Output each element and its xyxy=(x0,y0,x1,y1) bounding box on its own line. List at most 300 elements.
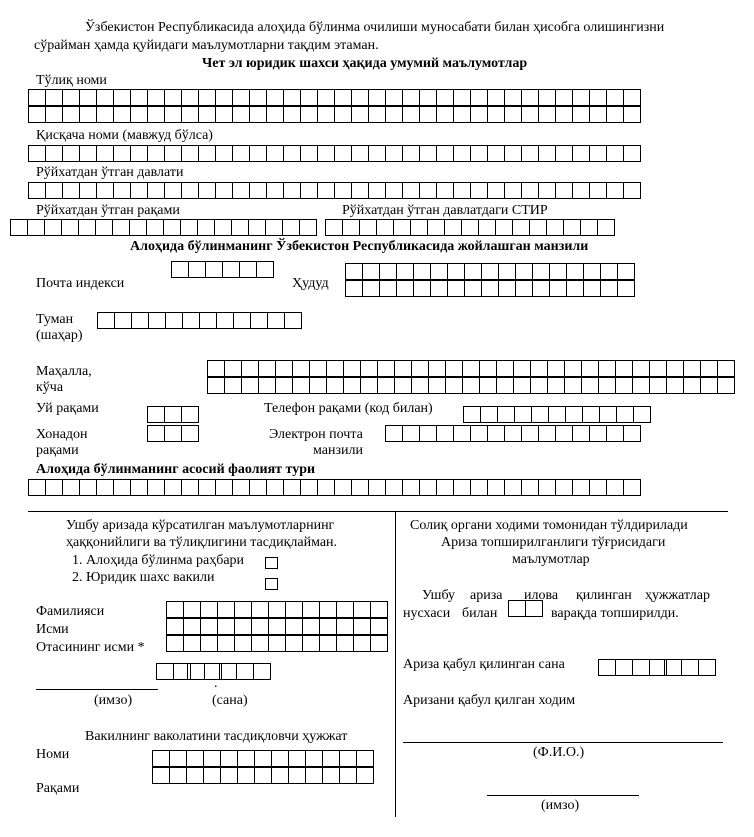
grid-cell[interactable] xyxy=(522,425,539,442)
grid-cell[interactable] xyxy=(303,601,320,618)
grid-cell[interactable] xyxy=(584,263,601,280)
grid-cell[interactable] xyxy=(378,360,395,377)
grid-cell[interactable] xyxy=(480,360,497,377)
reg-tin-grid[interactable] xyxy=(325,219,615,236)
grid-cell[interactable] xyxy=(531,377,548,394)
grid-cell[interactable] xyxy=(320,618,337,635)
grid-cell[interactable] xyxy=(556,479,573,496)
grid-cell[interactable] xyxy=(252,635,269,652)
grid-cell[interactable] xyxy=(62,219,79,236)
grid-cell[interactable] xyxy=(566,406,583,423)
grid-cell[interactable] xyxy=(286,635,303,652)
grid-cell[interactable] xyxy=(303,635,320,652)
grid-cell[interactable] xyxy=(97,479,114,496)
grid-cell[interactable] xyxy=(667,377,684,394)
grid-cell[interactable] xyxy=(238,750,255,767)
grid-cell[interactable] xyxy=(235,601,252,618)
grid-cell[interactable] xyxy=(132,312,149,329)
grid-cell[interactable] xyxy=(267,145,284,162)
grid-cell[interactable] xyxy=(515,406,532,423)
grid-cell[interactable] xyxy=(167,635,184,652)
grid-cell[interactable] xyxy=(199,145,216,162)
grid-cell[interactable] xyxy=(167,601,184,618)
region-grid-row2[interactable] xyxy=(345,280,635,297)
grid-cell[interactable] xyxy=(97,145,114,162)
grid-cell[interactable] xyxy=(148,145,165,162)
grid-cell[interactable] xyxy=(318,479,335,496)
grid-cell[interactable] xyxy=(583,406,600,423)
grid-cell[interactable] xyxy=(354,618,371,635)
grid-cell[interactable] xyxy=(343,219,360,236)
grid-cell[interactable] xyxy=(165,145,182,162)
grid-cell[interactable] xyxy=(488,479,505,496)
grid-cell[interactable] xyxy=(573,479,590,496)
grid-cell[interactable] xyxy=(218,601,235,618)
grid-cell[interactable] xyxy=(395,360,412,377)
grid-cell[interactable] xyxy=(403,182,420,199)
grid-cell[interactable] xyxy=(397,263,414,280)
grid-cell[interactable] xyxy=(29,479,46,496)
grid-cell[interactable] xyxy=(590,106,607,123)
grid-cell[interactable] xyxy=(63,145,80,162)
grid-cell[interactable] xyxy=(488,182,505,199)
grid-cell[interactable] xyxy=(471,182,488,199)
grid-cell[interactable] xyxy=(63,89,80,106)
district-grid[interactable] xyxy=(97,312,302,329)
grid-cell[interactable] xyxy=(131,89,148,106)
grid-cell[interactable] xyxy=(131,479,148,496)
grid-cell[interactable] xyxy=(565,377,582,394)
grid-cell[interactable] xyxy=(223,261,240,278)
grid-cell[interactable] xyxy=(352,106,369,123)
grid-cell[interactable] xyxy=(257,261,274,278)
grid-cell[interactable] xyxy=(548,360,565,377)
grid-cell[interactable] xyxy=(233,106,250,123)
grid-cell[interactable] xyxy=(286,601,303,618)
grid-cell[interactable] xyxy=(46,479,63,496)
grid-cell[interactable] xyxy=(539,182,556,199)
grid-cell[interactable] xyxy=(567,280,584,297)
grid-cell[interactable] xyxy=(250,479,267,496)
grid-cell[interactable] xyxy=(488,106,505,123)
grid-cell[interactable] xyxy=(318,89,335,106)
grid-cell[interactable] xyxy=(216,479,233,496)
grid-cell[interactable] xyxy=(556,425,573,442)
grid-cell[interactable] xyxy=(718,377,735,394)
grid-cell[interactable] xyxy=(550,280,567,297)
grid-cell[interactable] xyxy=(539,89,556,106)
grid-cell[interactable] xyxy=(11,219,28,236)
grid-cell[interactable] xyxy=(254,663,271,680)
grid-cell[interactable] xyxy=(378,377,395,394)
grid-cell[interactable] xyxy=(187,750,204,767)
grid-cell[interactable] xyxy=(539,425,556,442)
grid-cell[interactable] xyxy=(310,360,327,377)
grid-cell[interactable] xyxy=(437,479,454,496)
grid-cell[interactable] xyxy=(617,406,634,423)
grid-cell[interactable] xyxy=(272,767,289,784)
grid-cell[interactable] xyxy=(337,618,354,635)
grid-cell[interactable] xyxy=(462,219,479,236)
grid-cell[interactable] xyxy=(380,280,397,297)
grid-cell[interactable] xyxy=(454,106,471,123)
full-name-grid-row1[interactable] xyxy=(28,89,641,106)
grid-cell[interactable] xyxy=(624,145,641,162)
grid-cell[interactable] xyxy=(114,145,131,162)
grid-cell[interactable] xyxy=(114,89,131,106)
grid-cell[interactable] xyxy=(80,106,97,123)
grid-cell[interactable] xyxy=(616,360,633,377)
grid-cell[interactable] xyxy=(335,479,352,496)
grid-cell[interactable] xyxy=(618,280,635,297)
option-1-checkbox[interactable] xyxy=(265,557,278,569)
grid-cell[interactable] xyxy=(411,219,428,236)
grid-cell[interactable] xyxy=(183,312,200,329)
grid-cell[interactable] xyxy=(480,377,497,394)
grid-cell[interactable] xyxy=(395,377,412,394)
grid-cell[interactable] xyxy=(167,618,184,635)
grid-cell[interactable] xyxy=(29,106,46,123)
grid-cell[interactable] xyxy=(233,479,250,496)
apt-grid[interactable] xyxy=(147,425,199,442)
grid-cell[interactable] xyxy=(131,106,148,123)
grid-cell[interactable] xyxy=(201,635,218,652)
grid-cell[interactable] xyxy=(187,767,204,784)
date-day-grid[interactable] xyxy=(156,663,191,680)
grid-cell[interactable] xyxy=(201,618,218,635)
grid-cell[interactable] xyxy=(303,618,320,635)
grid-cell[interactable] xyxy=(199,479,216,496)
email-grid[interactable] xyxy=(385,425,641,442)
grid-cell[interactable] xyxy=(240,261,257,278)
grid-cell[interactable] xyxy=(216,182,233,199)
grid-cell[interactable] xyxy=(464,406,481,423)
surname-grid[interactable] xyxy=(166,601,388,618)
grid-cell[interactable] xyxy=(371,635,388,652)
grid-cell[interactable] xyxy=(188,663,205,680)
grid-cell[interactable] xyxy=(514,360,531,377)
grid-cell[interactable] xyxy=(269,618,286,635)
grid-cell[interactable] xyxy=(344,360,361,377)
grid-cell[interactable] xyxy=(182,145,199,162)
grid-cell[interactable] xyxy=(420,145,437,162)
grid-cell[interactable] xyxy=(170,750,187,767)
grid-cell[interactable] xyxy=(323,750,340,767)
grid-cell[interactable] xyxy=(225,360,242,377)
doc-name-grid[interactable] xyxy=(152,750,374,767)
grid-cell[interactable] xyxy=(217,312,234,329)
grid-cell[interactable] xyxy=(590,479,607,496)
grid-cell[interactable] xyxy=(420,479,437,496)
grid-cell[interactable] xyxy=(233,145,250,162)
grid-cell[interactable] xyxy=(259,360,276,377)
grid-cell[interactable] xyxy=(320,601,337,618)
grid-cell[interactable] xyxy=(301,145,318,162)
grid-cell[interactable] xyxy=(267,89,284,106)
grid-cell[interactable] xyxy=(533,263,550,280)
grid-cell[interactable] xyxy=(148,89,165,106)
grid-cell[interactable] xyxy=(352,89,369,106)
grid-cell[interactable] xyxy=(616,377,633,394)
grid-cell[interactable] xyxy=(701,360,718,377)
grid-cell[interactable] xyxy=(699,659,716,676)
grid-cell[interactable] xyxy=(431,263,448,280)
grid-cell[interactable] xyxy=(153,750,170,767)
grid-cell[interactable] xyxy=(269,635,286,652)
grid-cell[interactable] xyxy=(147,219,164,236)
grid-cell[interactable] xyxy=(165,106,182,123)
grid-cell[interactable] xyxy=(340,750,357,767)
grid-cell[interactable] xyxy=(360,219,377,236)
grid-cell[interactable] xyxy=(437,182,454,199)
grid-cell[interactable] xyxy=(232,219,249,236)
reg-number-grid[interactable] xyxy=(10,219,317,236)
grid-cell[interactable] xyxy=(114,479,131,496)
grid-cell[interactable] xyxy=(284,479,301,496)
grid-cell[interactable] xyxy=(618,263,635,280)
grid-cell[interactable] xyxy=(114,106,131,123)
grid-cell[interactable] xyxy=(337,601,354,618)
grid-cell[interactable] xyxy=(130,219,147,236)
grid-cell[interactable] xyxy=(509,600,526,617)
grid-cell[interactable] xyxy=(301,106,318,123)
grid-cell[interactable] xyxy=(327,360,344,377)
grid-cell[interactable] xyxy=(465,263,482,280)
grid-cell[interactable] xyxy=(650,360,667,377)
grid-cell[interactable] xyxy=(234,312,251,329)
grid-cell[interactable] xyxy=(45,219,62,236)
grid-cell[interactable] xyxy=(386,479,403,496)
grid-cell[interactable] xyxy=(386,182,403,199)
grid-cell[interactable] xyxy=(181,219,198,236)
patronymic-grid[interactable] xyxy=(166,635,388,652)
grid-cell[interactable] xyxy=(182,106,199,123)
grid-cell[interactable] xyxy=(412,377,429,394)
full-name-grid-row2[interactable] xyxy=(28,106,641,123)
date-year-grid[interactable] xyxy=(219,663,271,680)
grid-cell[interactable] xyxy=(471,425,488,442)
grid-cell[interactable] xyxy=(250,89,267,106)
grid-cell[interactable] xyxy=(335,182,352,199)
grid-cell[interactable] xyxy=(429,360,446,377)
grid-cell[interactable] xyxy=(310,377,327,394)
grid-cell[interactable] xyxy=(293,360,310,377)
grid-cell[interactable] xyxy=(363,280,380,297)
grid-cell[interactable] xyxy=(148,425,165,442)
grid-cell[interactable] xyxy=(598,219,615,236)
grid-cell[interactable] xyxy=(718,360,735,377)
grid-cell[interactable] xyxy=(624,425,641,442)
grid-cell[interactable] xyxy=(403,479,420,496)
grid-cell[interactable] xyxy=(114,182,131,199)
grid-cell[interactable] xyxy=(565,360,582,377)
grid-cell[interactable] xyxy=(505,479,522,496)
grid-cell[interactable] xyxy=(650,377,667,394)
grid-cell[interactable] xyxy=(522,89,539,106)
grid-cell[interactable] xyxy=(499,263,516,280)
grid-cell[interactable] xyxy=(454,425,471,442)
grid-cell[interactable] xyxy=(148,106,165,123)
grid-cell[interactable] xyxy=(516,280,533,297)
grid-cell[interactable] xyxy=(482,263,499,280)
grid-cell[interactable] xyxy=(437,106,454,123)
grid-cell[interactable] xyxy=(79,219,96,236)
grid-cell[interactable] xyxy=(206,261,223,278)
grid-cell[interactable] xyxy=(420,425,437,442)
grid-cell[interactable] xyxy=(599,377,616,394)
grid-cell[interactable] xyxy=(220,663,237,680)
grid-cell[interactable] xyxy=(573,425,590,442)
grid-cell[interactable] xyxy=(276,377,293,394)
grid-cell[interactable] xyxy=(607,425,624,442)
grid-cell[interactable] xyxy=(533,280,550,297)
grid-cell[interactable] xyxy=(29,182,46,199)
grid-cell[interactable] xyxy=(514,377,531,394)
grid-cell[interactable] xyxy=(221,750,238,767)
grid-cell[interactable] xyxy=(63,479,80,496)
grid-cell[interactable] xyxy=(513,219,530,236)
grid-cell[interactable] xyxy=(624,479,641,496)
grid-cell[interactable] xyxy=(414,263,431,280)
grid-cell[interactable] xyxy=(601,263,618,280)
grid-cell[interactable] xyxy=(80,89,97,106)
grid-cell[interactable] xyxy=(198,219,215,236)
grid-cell[interactable] xyxy=(289,750,306,767)
grid-cell[interactable] xyxy=(556,145,573,162)
grid-cell[interactable] xyxy=(363,263,380,280)
grid-cell[interactable] xyxy=(164,219,181,236)
grid-cell[interactable] xyxy=(148,182,165,199)
mahalla-grid-row2[interactable] xyxy=(207,377,735,394)
grid-cell[interactable] xyxy=(204,767,221,784)
grid-cell[interactable] xyxy=(148,406,165,423)
grid-cell[interactable] xyxy=(403,145,420,162)
grid-cell[interactable] xyxy=(414,280,431,297)
grid-cell[interactable] xyxy=(354,635,371,652)
grid-cell[interactable] xyxy=(293,377,310,394)
grid-cell[interactable] xyxy=(283,219,300,236)
grid-cell[interactable] xyxy=(199,106,216,123)
grid-cell[interactable] xyxy=(289,767,306,784)
grid-cell[interactable] xyxy=(267,106,284,123)
mahalla-grid-row1[interactable] xyxy=(207,360,735,377)
grid-cell[interactable] xyxy=(216,106,233,123)
grid-cell[interactable] xyxy=(454,479,471,496)
grid-cell[interactable] xyxy=(481,406,498,423)
grid-cell[interactable] xyxy=(320,635,337,652)
grid-cell[interactable] xyxy=(526,600,543,617)
grid-cell[interactable] xyxy=(346,280,363,297)
grid-cell[interactable] xyxy=(284,89,301,106)
postal-grid[interactable] xyxy=(171,261,274,278)
grid-cell[interactable] xyxy=(371,618,388,635)
grid-cell[interactable] xyxy=(420,89,437,106)
grid-cell[interactable] xyxy=(403,89,420,106)
grid-cell[interactable] xyxy=(556,89,573,106)
grid-cell[interactable] xyxy=(238,767,255,784)
grid-cell[interactable] xyxy=(386,145,403,162)
grid-cell[interactable] xyxy=(327,377,344,394)
grid-cell[interactable] xyxy=(556,182,573,199)
grid-cell[interactable] xyxy=(371,601,388,618)
grid-cell[interactable] xyxy=(684,377,701,394)
grid-cell[interactable] xyxy=(215,219,232,236)
grid-cell[interactable] xyxy=(488,425,505,442)
grid-cell[interactable] xyxy=(488,145,505,162)
grid-cell[interactable] xyxy=(97,182,114,199)
grid-cell[interactable] xyxy=(547,219,564,236)
grid-cell[interactable] xyxy=(505,89,522,106)
grid-cell[interactable] xyxy=(556,106,573,123)
grid-cell[interactable] xyxy=(549,406,566,423)
grid-cell[interactable] xyxy=(318,145,335,162)
grid-cell[interactable] xyxy=(337,635,354,652)
grid-cell[interactable] xyxy=(335,145,352,162)
grid-cell[interactable] xyxy=(590,145,607,162)
grid-cell[interactable] xyxy=(46,145,63,162)
house-grid[interactable] xyxy=(147,406,199,423)
grid-cell[interactable] xyxy=(616,659,633,676)
grid-cell[interactable] xyxy=(498,406,515,423)
grid-cell[interactable] xyxy=(539,145,556,162)
grid-cell[interactable] xyxy=(573,145,590,162)
grid-cell[interactable] xyxy=(564,219,581,236)
grid-cell[interactable] xyxy=(505,106,522,123)
grid-cell[interactable] xyxy=(505,182,522,199)
grid-cell[interactable] xyxy=(340,767,357,784)
doc-number-grid[interactable] xyxy=(152,767,374,784)
grid-cell[interactable] xyxy=(394,219,411,236)
grid-cell[interactable] xyxy=(607,89,624,106)
grid-cell[interactable] xyxy=(323,767,340,784)
grid-cell[interactable] xyxy=(149,312,166,329)
grid-cell[interactable] xyxy=(80,479,97,496)
grid-cell[interactable] xyxy=(582,360,599,377)
grid-cell[interactable] xyxy=(573,89,590,106)
grid-cell[interactable] xyxy=(153,767,170,784)
grid-cell[interactable] xyxy=(225,377,242,394)
grid-cell[interactable] xyxy=(182,479,199,496)
grid-cell[interactable] xyxy=(448,263,465,280)
grid-cell[interactable] xyxy=(369,182,386,199)
grid-cell[interactable] xyxy=(497,377,514,394)
grid-cell[interactable] xyxy=(182,182,199,199)
grid-cell[interactable] xyxy=(437,145,454,162)
grid-cell[interactable] xyxy=(607,106,624,123)
grid-cell[interactable] xyxy=(581,219,598,236)
grid-cell[interactable] xyxy=(266,219,283,236)
grid-cell[interactable] xyxy=(306,767,323,784)
grid-cell[interactable] xyxy=(369,106,386,123)
grid-cell[interactable] xyxy=(335,89,352,106)
grid-cell[interactable] xyxy=(284,106,301,123)
grid-cell[interactable] xyxy=(201,601,218,618)
grid-cell[interactable] xyxy=(199,89,216,106)
grid-cell[interactable] xyxy=(420,106,437,123)
grid-cell[interactable] xyxy=(386,425,403,442)
grid-cell[interactable] xyxy=(204,750,221,767)
grid-cell[interactable] xyxy=(344,377,361,394)
grid-cell[interactable] xyxy=(285,312,302,329)
grid-cell[interactable] xyxy=(446,377,463,394)
grid-cell[interactable] xyxy=(113,219,130,236)
grid-cell[interactable] xyxy=(448,280,465,297)
reg-country-grid[interactable] xyxy=(28,182,641,199)
grid-cell[interactable] xyxy=(267,479,284,496)
grid-cell[interactable] xyxy=(233,182,250,199)
grid-cell[interactable] xyxy=(165,89,182,106)
grid-cell[interactable] xyxy=(184,618,201,635)
